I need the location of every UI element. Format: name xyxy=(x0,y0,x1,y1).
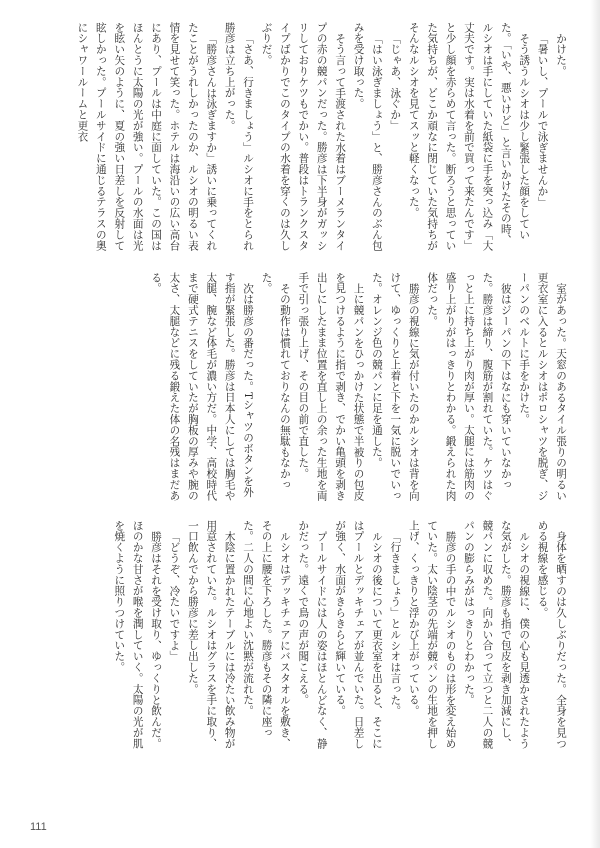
page-edge-shadow xyxy=(590,0,600,848)
paragraph: 「どうぞ、冷たいですよ」 xyxy=(168,530,181,662)
paragraph: 「勝彦さんは泳ぎますか」誘いに乗ってくれたことがうれしかったのか、ルシオの明るい表情を見せて笑った。ホテルは海沿いの広い高台にあり、プールは中庭に面していた。この国はほんとうに太陽の光が強い。プールの水面は光を眩い矢のように、夏の強い日差しを反射して眩しかった。プールサイドに通じるテラスの奥にシャワールームと更衣 xyxy=(76,22,218,251)
paragraph: 勝彦の視線に気が付いたのかルシオは背を向けて、ゆっくりと上着と下を一気に脱いでいった。オレンジ色の競パンに足を通した。 xyxy=(370,272,420,501)
paragraph: 身体を晒すのは久しぶりだった。全身を見つめる視線を感じる。 xyxy=(536,520,567,749)
paragraph: ルシオはデッキチェアにバスタオルを敷き、その上に腰を下ろした。勝彦もその隣に座った。二人の間に心地よい沈黙が流れた。 xyxy=(242,520,291,749)
paragraph: かけた。 xyxy=(555,32,567,77)
paragraph: その動作は慣れておりなんの無駄もなかった。 xyxy=(260,272,291,490)
paragraph: 「暑いし、プールで泳ぎませんか」 xyxy=(536,32,549,207)
text-tier-top xyxy=(38,22,570,252)
paragraph: 「はい泳ぎましょう」と、勝彦さんのぶん包みを受け取った。 xyxy=(352,22,383,251)
paragraph: 次は勝彦の番だった。Tシャツのボタンを外す指が緊張した。勝彦は日本人にしては胸毛や太腿、腕など体毛が濃い方だ。中学、高校時代まで硬式テニスをしていたが胸板の厚みや腕の太さ、太腿などに残る鍛えた体の名残はまだある。 xyxy=(150,272,255,501)
paragraph: 「さあ、行きましょう」ルシオに手をとられ勝彦は立ち上がった。 xyxy=(223,22,255,251)
paragraph: 彼はジーパンの下はなにも穿いていなかった。勝彦は締り、腹筋が割れていた。ケツはぐっと上に持ち上がり肉が厚い。太腿には筋肉の盛り上がりがはっきりとわかる。鍛えられた肉体だった。 xyxy=(426,272,512,501)
text-tier-bottom xyxy=(38,520,570,752)
text-tier-middle xyxy=(38,272,570,502)
paragraph: ルシオの視線に、僕の心も見透かされたような気がした。勝彦も指で包皮を剥き加減にし、競パンに収めた。向かい合って立つと二人の競パンの膨らみがはっきりとわかった。 xyxy=(462,520,531,749)
paragraph: 勝彦はそれを受け取り、ゆっくりと飲んだ。ほのかな甘さが喉を潤していく。太陽の光が肌を焼くように照りつけていた。 xyxy=(113,520,163,749)
page-number: 111 xyxy=(30,821,47,833)
paragraph: 上に競パンをひっかけた状態で半被りの包皮を見つけるように指で剥き、でかい亀頭を剥き出しにしたまま位置を直し上の余った生地を両手で引っ張り上げ、その目の前で直した。 xyxy=(297,272,365,501)
paragraph: 「行きましょう」とルシオは言った。 xyxy=(389,530,402,716)
paragraph: そう誘うルシオは少し緊張した顔をしていた。「いや、悪いけど」と言いかけたその時、ルシオは手にしていた紙袋に手を突っ込み「大丈夫です。実は水着を前で買って来たんです」と少し顔を赤らめて言った。断ろうと思っていた気持ちが、どこか頑なに閉じていた気持ちがそんなルシオを見てスッと軽くなった。 xyxy=(407,22,531,251)
paragraph: 勝彦の手の中でルシオのものは形を変え始めていた。太い陰茎の先端が競パンの生地を押し上げ、くっきりと浮かび上がっている。 xyxy=(407,520,457,749)
paragraph: ルシオの後について更衣室を出ると、そこにはプールとデッキチェアが並んでいた。日差しが強く、水面がきらきらと輝いている。 xyxy=(334,520,383,749)
paragraph: そう言って手渡された水着はブーメランタイプの赤の競パンだった。勝彦は下半身がガッシリしておりケツもでかい。普段はトランクスタイプばかりでこのタイプの水着を穿くのは久しぶりだ。 xyxy=(260,22,347,251)
paragraph: 木陰に置かれたテーブルには冷たい飲み物が用意されていた。ルシオはグラスを手に取り、一口飲んでから勝彦に差し出した。 xyxy=(186,520,236,749)
paragraph: プールサイドには人の姿はほとんどなく、静かだった。遠くで鳥の声が聞こえる。 xyxy=(297,520,328,749)
paragraph: 「じゃあ、泳ぐか」 xyxy=(389,32,402,131)
paragraph: 室があった。天窓のあるタイル張りの明るい更衣室に入るとルシオはポロシャツを脱ぎ、ジーパンのベルトに手をかけた。 xyxy=(518,272,567,501)
